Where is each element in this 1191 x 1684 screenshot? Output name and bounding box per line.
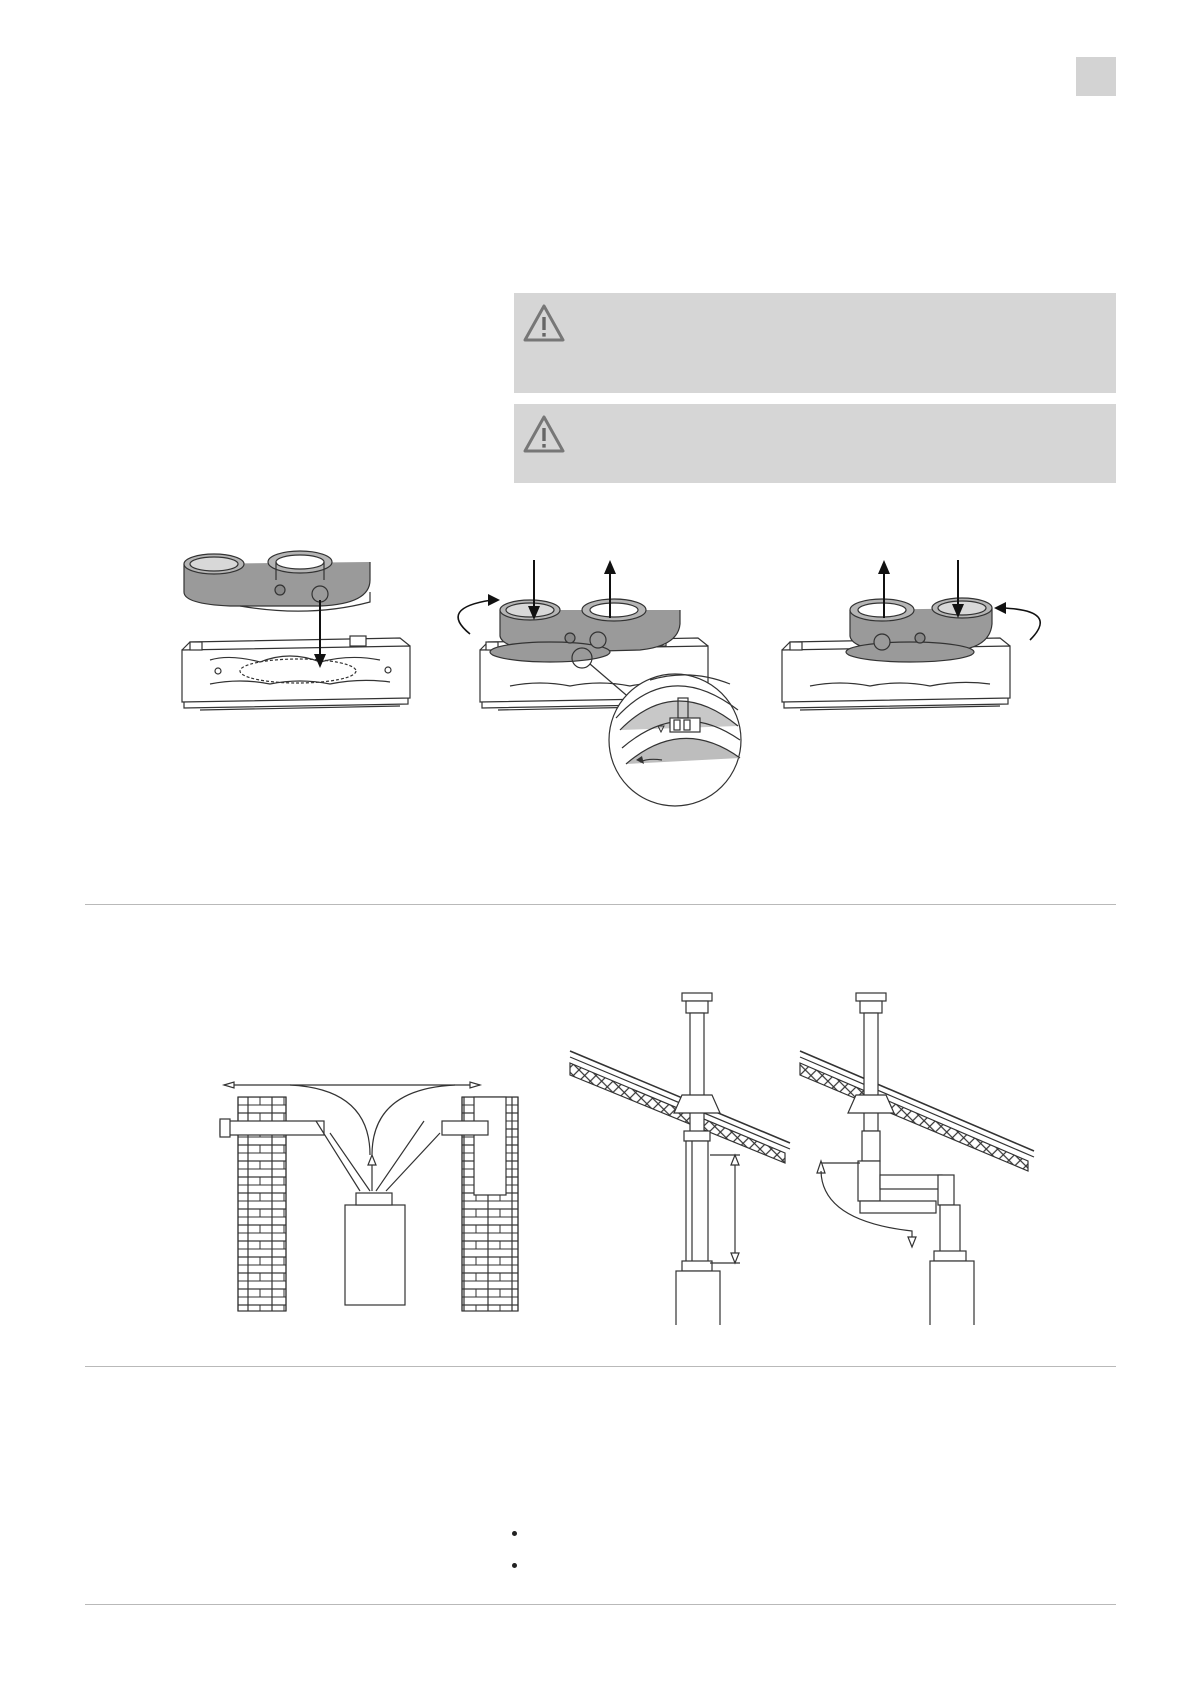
- section-tab-marker: [1076, 57, 1116, 96]
- bullet-item: [512, 1526, 530, 1558]
- section-divider: [85, 1366, 1116, 1367]
- adapter-step-2: [458, 560, 741, 806]
- bullet-list: [512, 1526, 530, 1590]
- bullet-dot-icon: [512, 1531, 517, 1536]
- bullet-dot-icon: [512, 1563, 517, 1568]
- warning-triangle-icon: [522, 414, 566, 454]
- warning-triangle-icon: [522, 303, 566, 343]
- flue-layout-roof-offset: [800, 993, 1034, 1325]
- warning-box-1: [514, 293, 1116, 393]
- adapter-step-3: [782, 560, 1040, 710]
- adapter-installation-figure: [170, 550, 1070, 830]
- warning-box-2: [514, 404, 1116, 483]
- magnifier-circle: [609, 674, 741, 806]
- adapter-step-1: [182, 551, 410, 710]
- flue-layout-roof-vertical: [570, 993, 790, 1325]
- flue-layouts-figure: [200, 985, 1080, 1325]
- bullet-item: [512, 1558, 530, 1590]
- section-divider: [85, 904, 1116, 905]
- footer-divider: [85, 1604, 1116, 1605]
- flue-layout-wall-split: [220, 1082, 518, 1311]
